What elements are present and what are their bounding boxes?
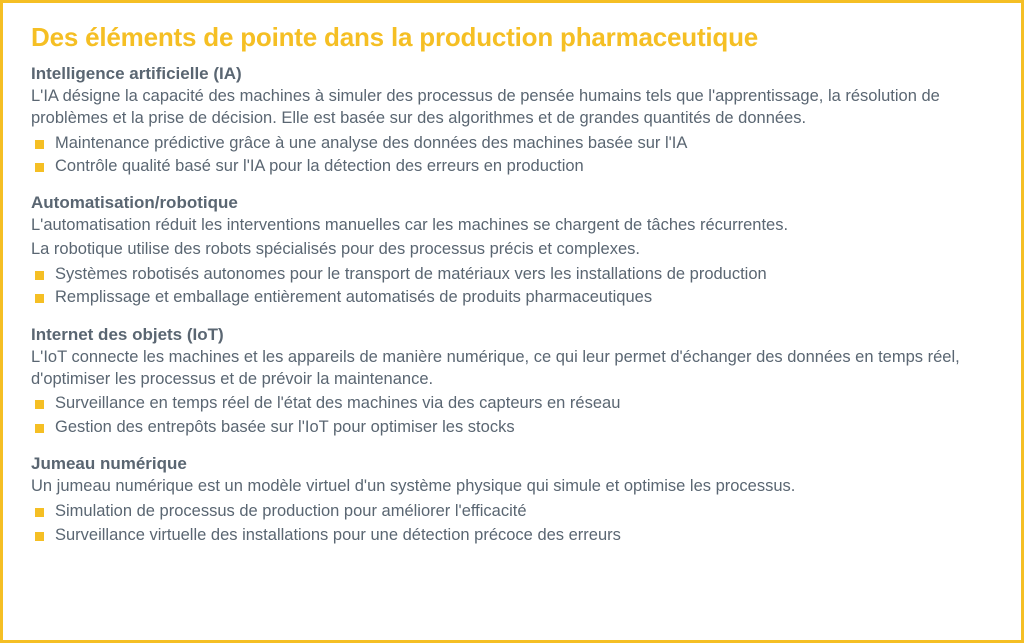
- section-intelligence-artificielle: [31, 63, 993, 178]
- square-bullet-icon: [35, 508, 44, 517]
- section-internet-des-objets: [31, 324, 993, 439]
- bullet-list: [31, 263, 993, 310]
- list-item: [31, 416, 993, 439]
- bullet-list: [31, 500, 993, 547]
- bullet-list: [31, 392, 993, 439]
- section-paragraph: L'IA désigne la capacité des machines à simuler des processus de pensée humains tels que l'apprentissage, la résolution de problèmes et la prise de décision. Elle est basée sur des algorithmes et de grandes quantités de données.: [31, 86, 940, 127]
- page-title: Des éléments de pointe dans la production pharmaceutique: [31, 22, 759, 52]
- square-bullet-icon: [35, 294, 44, 303]
- section-heading: Jumeau numérique: [31, 454, 187, 474]
- square-bullet-icon: [35, 532, 44, 541]
- square-bullet-icon: [35, 163, 44, 172]
- square-bullet-icon: [35, 271, 44, 280]
- section-heading: Intelligence artificielle (IA): [31, 63, 242, 83]
- section-paragraph: L'automatisation réduit les interventions manuelles car les machines se chargent de tâches récurrentes.: [31, 216, 789, 235]
- list-item: [31, 392, 993, 415]
- list-item-label: Gestion des entrepôts basée sur l'IoT pour optimiser les stocks: [55, 417, 515, 436]
- list-item-label: Systèmes robotisés autonomes pour le transport de matériaux vers les installations de production: [55, 264, 767, 283]
- list-item-label: Surveillance virtuelle des installations pour une détection précoce des erreurs: [55, 525, 621, 544]
- square-bullet-icon: [35, 400, 44, 409]
- section-automatisation-robotique: [31, 192, 993, 309]
- section-heading: Internet des objets (IoT): [31, 324, 224, 344]
- section-jumeau-numerique: [31, 453, 993, 547]
- list-item: [31, 132, 993, 155]
- list-item-label: Remplissage et emballage entièrement automatisés de produits pharmaceutiques: [55, 288, 653, 307]
- square-bullet-icon: [35, 424, 44, 433]
- list-item: [31, 524, 993, 547]
- list-item: [31, 155, 993, 178]
- list-item: [31, 286, 993, 309]
- section-paragraph: L'IoT connecte les machines et les appareils de manière numérique, ce qui leur permet d'échanger des données en temps réel, d'optimiser les processus et de prévoir la maintenance.: [31, 347, 960, 388]
- list-item-label: Contrôle qualité basé sur l'IA pour la détection des erreurs en production: [55, 156, 584, 175]
- section-paragraph: Un jumeau numérique est un modèle virtuel d'un système physique qui simule et optimise les processus.: [31, 477, 796, 496]
- list-item: [31, 500, 993, 523]
- bullet-list: [31, 132, 993, 179]
- section-heading: Automatisation/robotique: [31, 193, 238, 213]
- section-paragraph: La robotique utilise des robots spécialisés pour des processus précis et complexes.: [31, 240, 640, 259]
- list-item-label: Maintenance prédictive grâce à une analyse des données des machines basée sur l'IA: [55, 133, 688, 152]
- list-item: [31, 263, 993, 286]
- square-bullet-icon: [35, 140, 44, 149]
- list-item-label: Surveillance en temps réel de l'état des machines via des capteurs en réseau: [55, 394, 621, 413]
- list-item-label: Simulation de processus de production pour améliorer l'efficacité: [55, 502, 527, 521]
